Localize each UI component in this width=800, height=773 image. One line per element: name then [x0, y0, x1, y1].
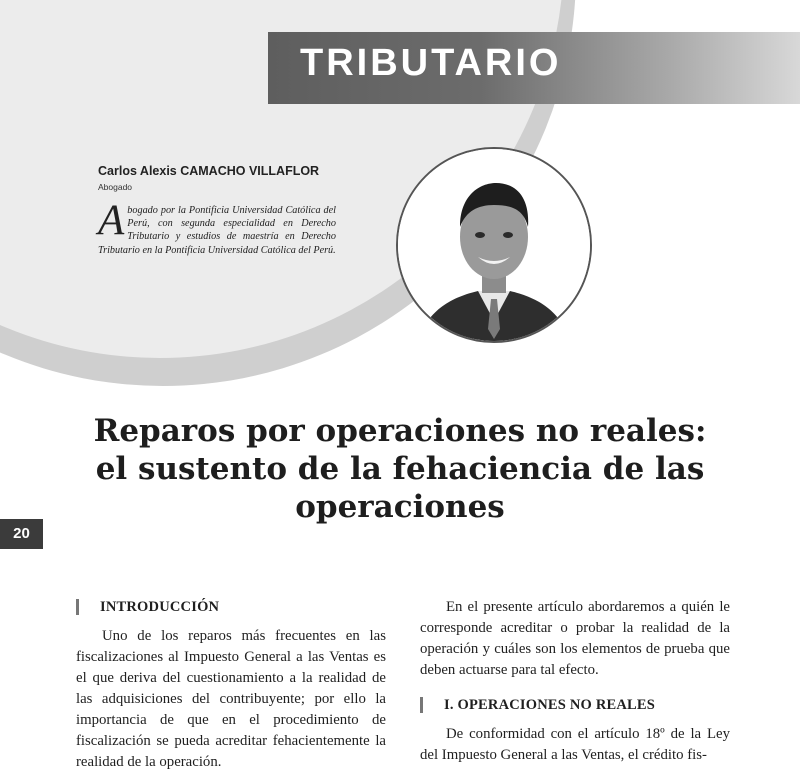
intro-paragraph: Uno de los reparos más frecuentes en las fiscalizaciones al Impuesto General a las Ventas es el que deriva del cuestionamiento a la realidad de las adquisiciones del contribuyente; por ello la importancia de que en el procedimiento de fiscalización se pueda acreditar fehacientemente la realidad de la operación. [76, 628, 386, 770]
title-line: el sustento de la fehaciencia de las [95, 451, 705, 487]
body-paragraph: En el presente artículo abordaremos a quién le corresponde acreditar o probar la realidad de la operación y cuáles son los elementos de prueba que deben actuarse para tal efecto. [420, 599, 730, 678]
section-heading-operaciones: I. OPERACIONES NO REALES [420, 695, 730, 716]
author-role: Abogado [98, 182, 133, 192]
title-line: Reparos por operaciones no reales: [93, 413, 707, 449]
left-column [76, 597, 386, 773]
right-column [420, 597, 730, 766]
author-name: Carlos Alexis CAMACHO VILLAFLOR [98, 164, 320, 178]
section-label: TRIBUTARIO [300, 42, 562, 84]
author-portrait-illustration [398, 149, 590, 341]
bio-text: bogado por la Pontificia Universidad Católica del Perú, con segunda especialidad en Derecho Tributario y estudios de maestría en Derecho Tributario en la Pontificia Universidad Católica del Perú. [98, 205, 336, 256]
author-photo [396, 147, 592, 343]
article-title [60, 412, 740, 526]
section-heading-introduccion: INTRODUCCIÓN [76, 597, 386, 618]
title-line: operaciones [295, 489, 505, 525]
author-bio [98, 197, 336, 257]
page-number: 20 [0, 519, 43, 549]
section1-paragraph: De conformidad con el artículo 18º de la Ley del Impuesto General a las Ventas, el crédito fis- [420, 726, 730, 763]
bio-dropcap: A [98, 197, 125, 244]
section-banner [268, 32, 800, 104]
